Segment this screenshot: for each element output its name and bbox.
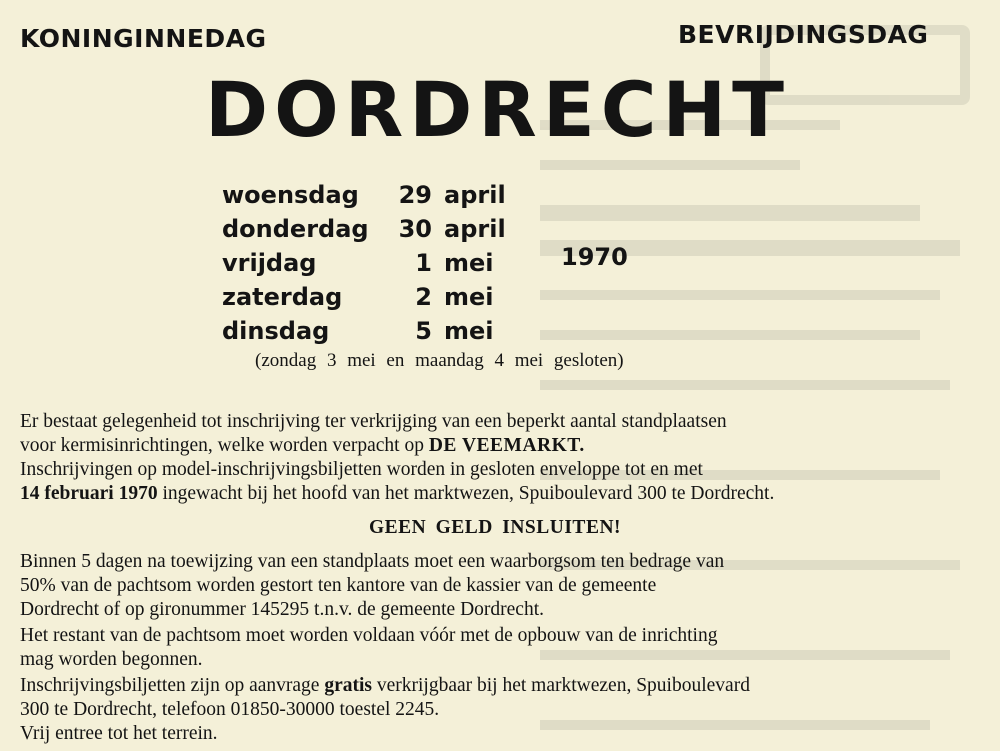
location-veemarkt: DE VEEMARKT. bbox=[428, 435, 585, 456]
year: 1970 bbox=[561, 243, 628, 271]
text-line: voor kermisinrichtingen, welke worden verpacht op bbox=[20, 435, 424, 456]
closed-days-note: (zondag 3 mei en maandag 4 mei gesloten) bbox=[255, 350, 624, 371]
date-number: 29 bbox=[398, 181, 432, 209]
text-line: Er bestaat gelegenheid tot inschrijving ter verkrijging van een beperkt aantal standplaatsen bbox=[20, 411, 727, 432]
paragraph-deadline bbox=[20, 458, 968, 506]
paragraph-entry bbox=[20, 722, 968, 746]
text-line: Vrij entree tot het terrein. bbox=[20, 723, 218, 744]
header-bevrijdingsdag: BEVRIJDINGSDAG bbox=[678, 20, 929, 49]
text-line: Dordrecht of op gironummer 145295 t.n.v. de gemeente Dordrecht. bbox=[20, 599, 544, 620]
text-line: Binnen 5 dagen na toewijzing van een standplaats moet een waarborgsom ten bedrage van bbox=[20, 551, 725, 572]
date-month: april bbox=[444, 215, 506, 243]
paragraph-deposit bbox=[20, 550, 968, 622]
date-day: dinsdag bbox=[222, 317, 330, 345]
paragraph-registration bbox=[20, 410, 968, 458]
text-line: 300 te Dordrecht, telefoon 01850-30000 toestel 2245. bbox=[20, 699, 440, 720]
date-number: 2 bbox=[415, 283, 432, 311]
date-day: zaterdag bbox=[222, 283, 343, 311]
text-line: verkrijgbaar bij het marktwezen, Spuiboulevard bbox=[376, 675, 750, 696]
date-day: vrijdag bbox=[222, 249, 317, 277]
deadline-date: 14 februari 1970 bbox=[20, 483, 158, 504]
text-line: 50% van de pachtsom worden gestort ten kantore van de kassier van de gemeente bbox=[20, 575, 657, 596]
text-line: Het restant van de pachtsom moet worden voldaan vóór met de opbouw van de inrichting bbox=[20, 625, 718, 646]
date-number: 30 bbox=[398, 215, 432, 243]
date-number: 1 bbox=[415, 249, 432, 277]
date-month: mei bbox=[444, 283, 494, 311]
text-line: mag worden begonnen. bbox=[20, 649, 203, 670]
date-month: april bbox=[444, 181, 506, 209]
text-line: Inschrijvingsbiljetten zijn op aanvrage bbox=[20, 675, 320, 696]
paragraph-remainder bbox=[20, 624, 968, 672]
date-day: woensdag bbox=[222, 181, 359, 209]
text-line: Inschrijvingen op model-inschrijvingsbiljetten worden in gesloten enveloppe tot en met bbox=[20, 459, 703, 480]
free-emphasis: gratis bbox=[324, 675, 372, 696]
city-title: DORDRECHT bbox=[205, 65, 790, 154]
date-day: donderdag bbox=[222, 215, 369, 243]
date-month: mei bbox=[444, 249, 494, 277]
text-line: ingewacht bij het hoofd van het marktwezen, Spuiboulevard 300 te Dordrecht. bbox=[162, 483, 775, 504]
paragraph-forms bbox=[20, 674, 968, 722]
date-month: mei bbox=[444, 317, 494, 345]
date-number: 5 bbox=[415, 317, 432, 345]
no-money-notice: GEEN GELD INSLUITEN! bbox=[368, 517, 622, 538]
header-koninginnedag: KONINGINNEDAG bbox=[20, 24, 267, 53]
